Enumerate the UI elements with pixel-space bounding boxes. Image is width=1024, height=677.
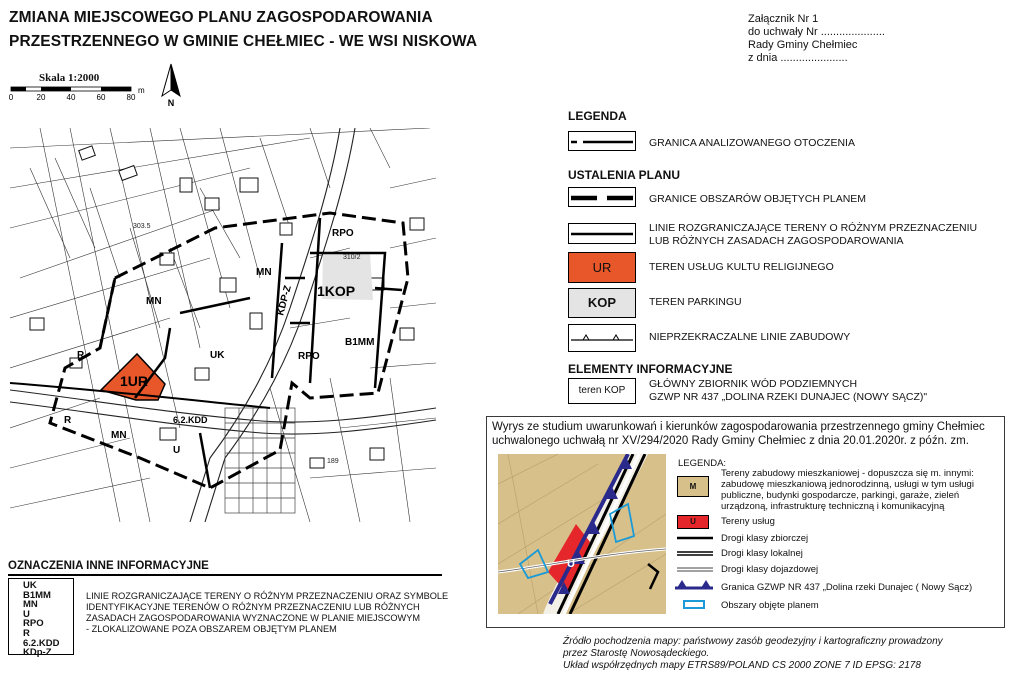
inset-legend-road3: Drogi klasy dojazdowej bbox=[721, 564, 819, 575]
inset-title bbox=[492, 420, 985, 448]
legend-symbol-building-lines bbox=[568, 324, 636, 352]
legend-label-ur: TEREN USŁUG KULTU RELIGIJNEGO bbox=[649, 261, 834, 273]
label-parcel-3: 189 bbox=[327, 458, 339, 465]
page-title-line1: ZMIANA MIEJSCOWEGO PLANU ZAGOSPODAROWANIA bbox=[9, 9, 433, 26]
other-info-codes-box bbox=[8, 578, 74, 659]
inset-legend-u-text: Tereny usług bbox=[721, 516, 775, 527]
inset-map-u-label: U bbox=[567, 558, 575, 570]
inset-title-line2: uchwalonego uchwałą nr XV/294/2020 Rady Gminy Chełmiec z dnia 20.01.2020r. z późn. zm. bbox=[492, 435, 969, 447]
scale-tick-80: 80 bbox=[126, 93, 136, 102]
north-arrow-icon bbox=[158, 62, 188, 108]
legend-label-gzwp bbox=[649, 378, 927, 403]
inset-legend-areas: Obszary objęte planem bbox=[721, 600, 819, 611]
inset-legend-gzwp-symbol bbox=[673, 578, 715, 592]
inset-title-line1: Wyrys ze studium uwarunkowań i kierunków zagospodarowania przestrzennego gminy Chełmiec bbox=[492, 421, 985, 433]
page-title-line2: PRZESTRZENNEGO W GMINIE CHEŁMIEC - WE WSI NISKOWA bbox=[9, 33, 478, 50]
inset-legend-m-text-3: publiczne, budynki gospodarcze, parkingi, garaże, zieleń bbox=[721, 490, 960, 501]
annex-block bbox=[748, 13, 885, 65]
inset-legend-label: LEGENDA: bbox=[678, 458, 727, 469]
source-note bbox=[563, 636, 943, 672]
legend-heading: LEGENDA bbox=[568, 109, 627, 123]
legend-label-dividing-lines-2: LUB RÓŻNYCH ZASADACH ZAGOSPODAROWANIA bbox=[649, 234, 904, 247]
label-kdd: 6.2.KDD bbox=[173, 415, 208, 425]
legend-symbol-ur: UR bbox=[568, 252, 636, 283]
other-info-text-2: IDENTYFIKACYJNE TERENÓW O RÓŻNYM PRZEZNACZENIU LUB RÓŻNYCH bbox=[86, 602, 420, 612]
label-uk: UK bbox=[210, 350, 225, 361]
inset-legend-road2: Drogi klasy lokalnej bbox=[721, 548, 803, 559]
legend-symbol-kop: KOP bbox=[568, 288, 636, 318]
scale-tick-40: 40 bbox=[66, 93, 76, 102]
other-code-kdd: 6.2.KDD bbox=[23, 637, 60, 649]
legend-label-dividing-lines-1: LINIE ROZGRANICZAJĄCE TERENY O RÓŻNYM PRZEZNACZENIU bbox=[649, 222, 978, 234]
source-line1: Źródło pochodzenia mapy: państwowy zasób geodezyjny i kartograficzny prowadzony bbox=[563, 636, 943, 647]
annex-line4: z dnia ...................... bbox=[748, 52, 848, 64]
label-parcel-1: 310/2 bbox=[343, 254, 361, 261]
annex-line2: do uchwały Nr ..................... bbox=[748, 26, 885, 38]
scale-label: Skala 1:2000 bbox=[39, 72, 100, 84]
legend-label-gzwp-2: GZWP NR 437 „DOLINA RZEKI DUNAJEC (NOWY SĄCZ)" bbox=[649, 390, 928, 403]
label-1ur: 1UR bbox=[120, 373, 149, 389]
label-b1mm: B1MM bbox=[345, 337, 375, 348]
inset-legend-m-text-4: urządzoną, infrastrukturę techniczną i komunikacyjną bbox=[721, 501, 945, 512]
other-code-rpo: RPO bbox=[23, 618, 44, 630]
annex-line3: Rady Gminy Chełmiec bbox=[748, 39, 858, 51]
legend-plan-heading: USTALENIA PLANU bbox=[568, 168, 680, 182]
annex-line1: Załącznik Nr 1 bbox=[748, 13, 819, 25]
other-code-uk: UK bbox=[23, 580, 37, 591]
legend-info-heading: ELEMENTY INFORMACYJNE bbox=[568, 362, 733, 376]
label-1kop: 1KOP bbox=[317, 283, 356, 299]
other-code-r: R bbox=[23, 627, 30, 639]
other-info-heading: OZNACZENIA INNE INFORMACYJNE bbox=[8, 560, 209, 572]
legend-label-boundary: GRANICA ANALIZOWANEGO OTOCZENIA bbox=[649, 137, 855, 149]
main-map bbox=[10, 128, 436, 522]
inset-legend-m-text-2: zabudowę mieszkaniową jednorodzinną, usługi w tym usługi bbox=[721, 479, 974, 490]
other-info-text-4: - ZLOKALIZOWANE POZA OBSZAREM OBJĘTYM PLANEM bbox=[86, 624, 337, 634]
label-kop-road: KDP-Z bbox=[275, 284, 294, 317]
inset-legend-gzwp: Granica GZWP NR 437 „Dolina rzeki Dunajec ( Nowy Sącz) bbox=[721, 582, 973, 593]
source-line2: przez Starostę Nowosądeckiego. bbox=[563, 648, 710, 659]
inset-legend-m-text-1: Tereny zabudowy mieszkaniowej - dopuszcza się m. innymi: bbox=[721, 468, 974, 479]
label-parcel-2: 303.5 bbox=[133, 223, 151, 230]
label-rpo-2: RPO bbox=[298, 351, 320, 362]
label-r-2: R bbox=[64, 415, 72, 426]
legend-symbol-boundary bbox=[568, 131, 636, 151]
legend-label-building-lines: NIEPRZEKRACZALNE LINIE ZABUDOWY bbox=[649, 331, 851, 343]
other-info-text-1: LINIE ROZGRANICZAJĄCE TERENY O RÓŻNYM PRZEZNACZENIU ORAZ SYMBOLE bbox=[86, 591, 449, 601]
label-mn-2: MN bbox=[146, 296, 162, 307]
label-mn-3: MN bbox=[111, 430, 127, 441]
inset-legend-u-swatch: U bbox=[677, 515, 709, 529]
legend-label-dividing-lines bbox=[649, 222, 977, 247]
north-label: N bbox=[167, 98, 175, 108]
other-info-text-3: ZASADACH ZAGOSPODAROWANIA WYZNACZONE W PLANIE MIEJSCOWYM bbox=[86, 613, 421, 623]
other-code-u: U bbox=[23, 608, 30, 620]
legend-label-gzwp-1: GŁÓWNY ZBIORNIK WÓD PODZIEMNYCH bbox=[649, 378, 858, 390]
scale-bar bbox=[4, 84, 154, 104]
legend-symbol-teren-kop: teren KOP bbox=[568, 378, 636, 404]
legend-symbol-plan-boundaries bbox=[568, 187, 636, 207]
legend-label-kop: TEREN PARKINGU bbox=[649, 296, 742, 308]
other-info-text bbox=[86, 591, 448, 635]
other-info-divider bbox=[8, 574, 442, 576]
inset-legend-road1: Drogi klasy zbiorczej bbox=[721, 533, 809, 544]
inset-legend-road-symbols bbox=[675, 530, 715, 578]
other-code-kdp: KDp-Z bbox=[23, 647, 52, 659]
legend-label-plan-boundaries: GRANICE OBSZARÓW OBJĘTYCH PLANEM bbox=[649, 193, 867, 205]
inset-map bbox=[498, 454, 666, 614]
other-code-mn: MN bbox=[23, 599, 38, 611]
legend-symbol-dividing-lines bbox=[568, 223, 636, 244]
label-mn-1: MN bbox=[256, 267, 272, 278]
label-u: U bbox=[173, 445, 181, 456]
other-code-b1mm: B1MM bbox=[23, 589, 51, 601]
label-r-1: R bbox=[77, 350, 85, 361]
inset-legend-m-text bbox=[721, 468, 974, 512]
inset-legend-areas-swatch bbox=[683, 600, 705, 609]
label-rpo-1: RPO bbox=[332, 228, 354, 239]
inset-legend-m-swatch: M bbox=[677, 476, 709, 497]
source-line3: Układ współrzędnych mapy ETRS89/POLAND CS 2000 ZONE 7 ID EPSG: 2178 bbox=[563, 660, 921, 671]
scale-tick-60: 60 bbox=[96, 93, 106, 102]
scale-tick-20: 20 bbox=[36, 93, 46, 102]
scale-tick-0: 0 bbox=[8, 93, 14, 102]
scale-unit: m bbox=[138, 86, 145, 95]
